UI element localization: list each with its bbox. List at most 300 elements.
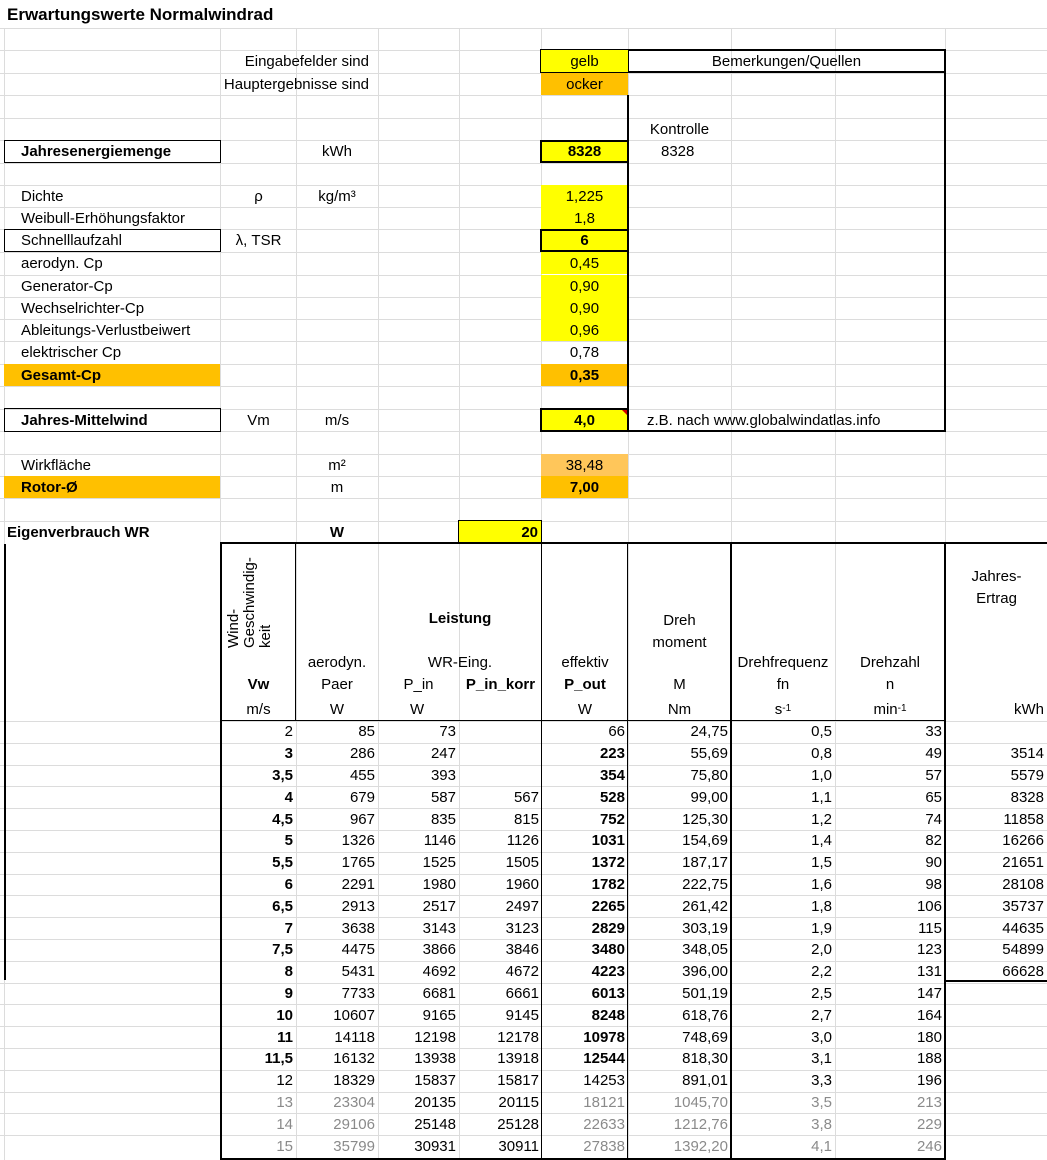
cell-n: 123 <box>916 941 942 959</box>
cell-fn: 3,0 <box>811 1028 832 1046</box>
param-input[interactable]: 0,90 <box>541 297 628 319</box>
cell-n: 246 <box>916 1137 942 1155</box>
cell-vw: 13 <box>276 1093 293 1111</box>
cell-pin: 6681 <box>422 984 456 1002</box>
cell-fn: 3,5 <box>811 1093 832 1111</box>
cell-n: 90 <box>925 854 942 872</box>
cell-m: 396,00 <box>682 963 728 981</box>
cell-n: 180 <box>916 1028 942 1046</box>
cell-pout: 6013 <box>591 984 625 1002</box>
cell-pinkorr: 1126 <box>506 832 539 850</box>
param-input[interactable]: 0,90 <box>541 275 628 297</box>
param-input[interactable]: 6 <box>541 229 628 251</box>
param-symbol <box>221 297 296 319</box>
cell-pinkorr: 25128 <box>497 1115 539 1133</box>
col-pin-symbol: P_in <box>403 675 434 693</box>
cell-pin: 3143 <box>422 919 456 937</box>
col-pout-unit: W <box>577 700 593 718</box>
cell-pin: 73 <box>439 723 456 741</box>
cell-paer: 286 <box>349 745 375 763</box>
cell-pinkorr <box>459 721 542 743</box>
cell-m: 24,75 <box>690 723 728 741</box>
param-label: elektrischer Cp <box>21 343 122 361</box>
cell-pin: 835 <box>430 810 456 828</box>
cell-pin: 1146 <box>423 832 456 850</box>
param-symbol <box>221 364 296 386</box>
cell-pin: 1980 <box>422 875 456 893</box>
cell-vw: 7 <box>284 919 293 937</box>
table-top-border <box>220 542 1047 544</box>
cell-pout: 27838 <box>583 1137 625 1155</box>
cell-paer: 455 <box>349 766 375 784</box>
cell-paer: 4475 <box>341 941 375 959</box>
col-torque-unit: Nm <box>667 700 692 718</box>
cell-fn: 1,8 <box>811 897 832 915</box>
annual-yield-header <box>946 566 1047 610</box>
cell-pinkorr: 1960 <box>505 875 539 893</box>
col-pinkorr-symbol: P_in_korr <box>465 675 536 693</box>
self-consumption-unit: W <box>329 523 345 541</box>
cell-fn: 2,0 <box>811 941 832 959</box>
cell-pin: 13938 <box>414 1050 456 1068</box>
cell-pout: 223 <box>599 745 625 763</box>
self-consumption-label: Eigenverbrauch WR <box>7 523 150 541</box>
cell-paer: 35799 <box>333 1137 375 1155</box>
param-input[interactable]: 0,96 <box>541 319 628 341</box>
cell-kwh <box>946 1048 1047 1070</box>
mean-wind-label-box <box>4 408 221 432</box>
annual-energy-check-value: 8328 <box>661 142 695 160</box>
cell-pout: 10978 <box>583 1028 625 1046</box>
col-kwh-unit: kWh <box>1014 700 1044 718</box>
cell-pinkorr: 13918 <box>497 1050 539 1068</box>
table-right-border <box>944 542 946 1160</box>
remarks-frame-right <box>944 49 946 432</box>
param-label: aerodyn. Cp <box>21 254 103 272</box>
cell-n: 164 <box>916 1006 942 1024</box>
cell-fn: 1,2 <box>811 810 832 828</box>
cell-fn: 3,1 <box>811 1050 832 1068</box>
table-col-divider <box>295 542 296 720</box>
cell-pin: 9165 <box>422 1006 456 1024</box>
cell-paer: 2291 <box>341 875 375 893</box>
cell-pout: 2829 <box>591 919 625 937</box>
annual-energy-value-box <box>540 140 629 163</box>
cell-m: 1045,70 <box>673 1093 728 1111</box>
cell-pin: 15837 <box>414 1072 456 1090</box>
mean-wind-unit: m/s <box>324 411 350 429</box>
area-unit: m² <box>328 456 346 474</box>
cell-n: 82 <box>925 832 942 850</box>
cell-fn: 2,2 <box>811 963 832 981</box>
annual-yield-bottom-border <box>946 980 1047 982</box>
param-unit <box>296 207 378 229</box>
cell-vw: 2 <box>284 723 293 741</box>
cell-kwh: 54899 <box>1002 941 1044 959</box>
cell-kwh: 11858 <box>1003 810 1044 828</box>
cell-vw: 5,5 <box>272 854 293 872</box>
cell-paer: 1765 <box>341 854 375 872</box>
cell-paer: 5431 <box>341 963 375 981</box>
grid-hline <box>0 28 1047 29</box>
cell-vw: 4,5 <box>272 810 293 828</box>
cell-m: 222,75 <box>682 875 728 893</box>
param-value: 0,35 <box>541 364 628 386</box>
cell-pin: 25148 <box>414 1115 456 1133</box>
cell-pinkorr: 9145 <box>505 1006 539 1024</box>
left-block-border <box>4 544 6 980</box>
cell-n: 98 <box>925 875 942 893</box>
cell-pout: 12544 <box>583 1050 625 1068</box>
cell-m: 818,30 <box>682 1050 728 1068</box>
col-vw-unit: m/s <box>246 700 271 718</box>
wind-speed-header-line: Wind- <box>225 608 242 648</box>
annual-energy-value: 8328 <box>541 140 628 162</box>
wind-speed-header-line: keit <box>257 624 274 648</box>
mean-wind-label: Jahres-Mittelwind <box>21 411 148 429</box>
col-vw-symbol: Vw <box>247 675 270 693</box>
cell-vw: 6 <box>284 875 293 893</box>
cell-n: 213 <box>916 1093 942 1111</box>
wind-speed-header-line: Geschwindig- <box>241 557 258 648</box>
cell-pout: 22633 <box>583 1115 625 1133</box>
cell-paer: 7733 <box>341 984 375 1002</box>
col-n-symbol: n <box>885 675 895 693</box>
group-effective: effektiv <box>561 653 609 671</box>
param-symbol <box>221 275 296 297</box>
result-legend-swatch: ocker <box>541 73 628 95</box>
cell-pout: 752 <box>599 810 625 828</box>
cell-pinkorr: 20115 <box>498 1093 539 1111</box>
cell-fn: 2,5 <box>811 984 832 1002</box>
cell-kwh: 66628 <box>1002 963 1044 981</box>
cell-kwh <box>946 721 1047 743</box>
param-unit <box>296 252 378 274</box>
cell-paer: 14118 <box>334 1028 375 1046</box>
cell-paer: 967 <box>349 810 375 828</box>
cell-pin: 12198 <box>414 1028 456 1046</box>
cell-vw: 3 <box>284 745 293 763</box>
table-col-divider <box>730 542 732 1160</box>
param-unit <box>296 364 378 386</box>
cell-vw: 8 <box>284 963 293 981</box>
rotor-unit: m <box>330 478 344 496</box>
param-label: Dichte <box>21 187 64 205</box>
mean-wind-symbol: Vm <box>247 411 270 429</box>
cell-vw: 10 <box>276 1006 293 1024</box>
self-consumption-box <box>458 520 542 544</box>
cell-fn: 2,7 <box>811 1006 832 1024</box>
cell-m: 154,69 <box>682 832 728 850</box>
rotor-diameter-value: 7,00 <box>541 476 628 498</box>
grid-hline <box>0 163 1047 164</box>
cell-vw: 11,5 <box>264 1050 293 1068</box>
param-input[interactable]: 0,45 <box>541 252 628 274</box>
table-header-divider <box>220 720 945 721</box>
col-fn-unit <box>731 698 835 720</box>
cell-kwh: 3514 <box>1010 745 1044 763</box>
cell-m: 125,30 <box>682 810 728 828</box>
cell-fn: 1,5 <box>811 854 832 872</box>
param-unit <box>296 275 378 297</box>
col-pout-symbol: P_out <box>564 675 606 693</box>
cell-kwh: 35737 <box>1002 897 1044 915</box>
cell-n: 106 <box>916 897 942 915</box>
cell-pinkorr: 30911 <box>498 1137 539 1155</box>
remarks-frame-left <box>627 95 629 432</box>
cell-paer: 2913 <box>341 897 375 915</box>
cell-m: 501,19 <box>682 984 728 1002</box>
cell-m: 891,01 <box>682 1072 728 1090</box>
cell-fn: 0,5 <box>811 723 832 741</box>
cell-pinkorr: 6661 <box>505 984 539 1002</box>
group-aerodyn: aerodyn. <box>307 653 367 671</box>
cell-pinkorr: 4672 <box>505 963 539 981</box>
mean-wind-input[interactable]: 4,0 <box>541 409 628 431</box>
cell-pout: 1372 <box>591 854 625 872</box>
param-unit <box>296 319 378 341</box>
cell-vw: 9 <box>284 984 293 1002</box>
cell-m: 1212,76 <box>673 1115 728 1133</box>
mean-wind-value-box <box>540 408 629 432</box>
param-label: Generator-Cp <box>21 277 113 295</box>
torque-header <box>628 610 731 654</box>
cell-n: 147 <box>916 984 942 1002</box>
remarks-frame-header-line <box>628 71 946 73</box>
area-label: Wirkfläche <box>21 456 92 474</box>
cell-pout: 3480 <box>591 941 625 959</box>
col-n-unit-base: min <box>873 700 898 718</box>
cell-kwh: 28108 <box>1002 875 1044 893</box>
cell-pout: 528 <box>599 788 625 806</box>
cell-kwh: 16266 <box>1002 832 1044 850</box>
cell-kwh <box>946 1004 1047 1026</box>
cell-n: 49 <box>925 745 942 763</box>
cell-m: 348,05 <box>682 941 728 959</box>
cell-kwh <box>946 1135 1047 1157</box>
cell-pinkorr <box>459 765 542 787</box>
cell-m: 187,17 <box>682 854 728 872</box>
cell-paer: 3638 <box>341 919 375 937</box>
cell-n: 115 <box>918 919 942 937</box>
cell-paer: 23304 <box>333 1093 375 1111</box>
cell-n: 57 <box>925 766 942 784</box>
cell-pin: 587 <box>430 788 456 806</box>
col-fn-unit-exponent: -1 <box>782 703 792 714</box>
torque-header-line: moment <box>652 634 707 651</box>
cell-pinkorr: 1505 <box>505 854 539 872</box>
cell-fn: 1,0 <box>811 766 832 784</box>
cell-kwh <box>946 1070 1047 1092</box>
param-unit: kg/m³ <box>318 187 356 205</box>
group-rotation-speed: Drehzahl <box>859 653 921 671</box>
cell-m: 261,42 <box>682 897 728 915</box>
cell-pinkorr: 12178 <box>497 1028 539 1046</box>
check-label: Kontrolle <box>649 120 710 138</box>
cell-m: 618,76 <box>682 1006 728 1024</box>
cell-n: 196 <box>916 1072 942 1090</box>
cell-paer: 18329 <box>333 1072 375 1090</box>
cell-pinkorr <box>459 743 542 765</box>
cell-pinkorr: 3846 <box>505 941 539 959</box>
annual-energy-unit: kWh <box>322 142 352 160</box>
grid-hline <box>0 386 1047 387</box>
torque-header-line: Dreh <box>663 612 696 629</box>
cell-fn: 1,6 <box>811 875 832 893</box>
cell-fn: 3,8 <box>811 1115 832 1133</box>
cell-paer: 10607 <box>333 1006 375 1024</box>
cell-pout: 4223 <box>591 963 625 981</box>
annual-yield-header-line: Jahres- <box>971 568 1022 585</box>
grid-hline <box>0 95 1047 96</box>
cell-fn: 1,1 <box>811 788 832 806</box>
cell-kwh: 5579 <box>1010 766 1044 784</box>
param-value: 0,78 <box>569 343 600 361</box>
mean-wind-note: z.B. nach www.globalwindatlas.info <box>647 411 881 429</box>
col-pin-unit: W <box>410 700 425 718</box>
cell-fn: 4,1 <box>811 1137 832 1155</box>
cell-pout: 18121 <box>583 1093 625 1111</box>
cell-m: 303,19 <box>682 919 728 937</box>
cell-kwh <box>946 1026 1047 1048</box>
annual-yield-header-line: Ertrag <box>976 590 1017 607</box>
group-rotation-frequency: Drehfrequenz <box>737 653 829 671</box>
param-label: Weibull-Erhöhungsfaktor <box>21 209 185 227</box>
param-label: Gesamt-Cp <box>21 366 102 384</box>
cell-pin: 4692 <box>422 963 456 981</box>
cell-pin: 393 <box>430 766 456 784</box>
cell-n: 65 <box>925 788 942 806</box>
cell-pin: 247 <box>430 745 456 763</box>
param-symbol <box>221 252 296 274</box>
param-unit <box>296 341 378 363</box>
col-n-unit <box>835 698 945 720</box>
cell-kwh <box>946 1113 1047 1135</box>
param-symbol: ρ <box>254 187 263 205</box>
cell-pout: 8248 <box>591 1006 625 1024</box>
param-symbol <box>221 207 296 229</box>
param-symbol <box>221 319 296 341</box>
wind-speed-header <box>226 557 274 648</box>
cell-pout: 1782 <box>591 875 625 893</box>
input-legend-swatch[interactable]: gelb <box>541 50 628 72</box>
param-symbol <box>221 341 296 363</box>
cell-pout: 2265 <box>591 897 625 915</box>
cell-pout: 1031 <box>591 832 625 850</box>
col-fn-unit-base: s <box>774 700 783 718</box>
cell-m: 55,69 <box>690 745 728 763</box>
cell-vw: 11 <box>277 1028 293 1046</box>
param-input[interactable]: 1,225 <box>541 185 628 207</box>
param-label: Ableitungs-Verlustbeiwert <box>21 321 191 339</box>
area-value: 38,48 <box>541 454 628 476</box>
cell-m: 75,80 <box>690 766 728 784</box>
col-n-unit-exponent: -1 <box>897 703 907 714</box>
cell-pin: 20135 <box>414 1093 456 1111</box>
result-legend-label: Hauptergebnisse sind <box>223 75 369 93</box>
remarks-header: Bemerkungen/Quellen <box>711 52 862 70</box>
power-header: Leistung <box>428 609 492 627</box>
cell-kwh <box>946 1092 1047 1114</box>
cell-vw: 12 <box>276 1072 293 1090</box>
cell-pinkorr: 15817 <box>497 1072 539 1090</box>
grid-hline <box>0 498 1047 499</box>
rotor-label: Rotor-Ø <box>21 478 78 496</box>
cell-vw: 3,5 <box>272 766 293 784</box>
cell-pout: 354 <box>599 766 625 784</box>
cell-fn: 1,9 <box>811 919 832 937</box>
cell-paer: 85 <box>358 723 375 741</box>
table-col-divider <box>627 542 628 1160</box>
cell-fn: 0,8 <box>811 745 832 763</box>
cell-n: 188 <box>916 1050 942 1068</box>
param-unit <box>296 229 378 251</box>
grid-hline <box>0 118 1047 119</box>
cell-n: 131 <box>916 963 942 981</box>
cell-pin: 2517 <box>422 897 456 915</box>
cell-pin: 1525 <box>422 854 456 872</box>
remarks-frame-bottom <box>628 430 946 432</box>
cell-paer: 29106 <box>333 1115 375 1133</box>
cell-kwh <box>946 983 1047 1005</box>
sheet-title: Erwartungswerte Normalwindrad <box>7 4 274 24</box>
cell-pin: 30931 <box>414 1137 456 1155</box>
self-consumption-input[interactable]: 20 <box>459 521 541 543</box>
cell-vw: 5 <box>284 832 293 850</box>
cell-vw: 6,5 <box>272 897 293 915</box>
annual-energy-label-box <box>4 140 221 163</box>
cell-kwh: 8328 <box>1010 788 1044 806</box>
param-input[interactable]: 1,8 <box>541 207 628 229</box>
cell-fn: 1,4 <box>811 832 832 850</box>
cell-pout: 66 <box>608 723 625 741</box>
cell-vw: 14 <box>276 1115 293 1133</box>
cell-pinkorr: 567 <box>513 788 539 806</box>
cell-fn: 3,3 <box>811 1072 832 1090</box>
param-label: Wechselrichter-Cp <box>21 299 145 317</box>
tsr-label-box <box>4 229 221 252</box>
cell-pinkorr: 815 <box>513 810 539 828</box>
legend-swatch-box <box>540 49 629 73</box>
cell-n: 229 <box>916 1115 942 1133</box>
table-left-border <box>220 542 222 1160</box>
cell-m: 1392,20 <box>673 1137 728 1155</box>
col-paer-symbol: Paer <box>321 675 353 693</box>
col-torque-symbol: M <box>673 675 686 693</box>
param-symbol: λ, TSR <box>235 231 282 249</box>
remarks-frame-top <box>628 49 946 51</box>
table-col-divider <box>541 542 542 1160</box>
cell-pout: 14253 <box>583 1072 625 1090</box>
cell-n: 74 <box>925 810 942 828</box>
cell-vw: 7,5 <box>272 941 293 959</box>
cell-kwh: 44635 <box>1002 919 1044 937</box>
cell-pinkorr: 3123 <box>505 919 539 937</box>
cell-vw: 4 <box>284 788 293 806</box>
cell-paer: 16132 <box>333 1050 375 1068</box>
cell-n: 33 <box>925 723 942 741</box>
group-wr-input: WR-Eing. <box>427 653 493 671</box>
cell-m: 748,69 <box>682 1028 728 1046</box>
cell-paer: 679 <box>349 788 375 806</box>
cell-pin: 3866 <box>422 941 456 959</box>
param-unit <box>296 297 378 319</box>
cell-pinkorr: 2497 <box>505 897 539 915</box>
tsr-value-box <box>540 229 629 252</box>
cell-kwh: 21651 <box>1002 854 1044 872</box>
cell-m: 99,00 <box>690 788 728 806</box>
cell-paer: 1326 <box>341 832 375 850</box>
